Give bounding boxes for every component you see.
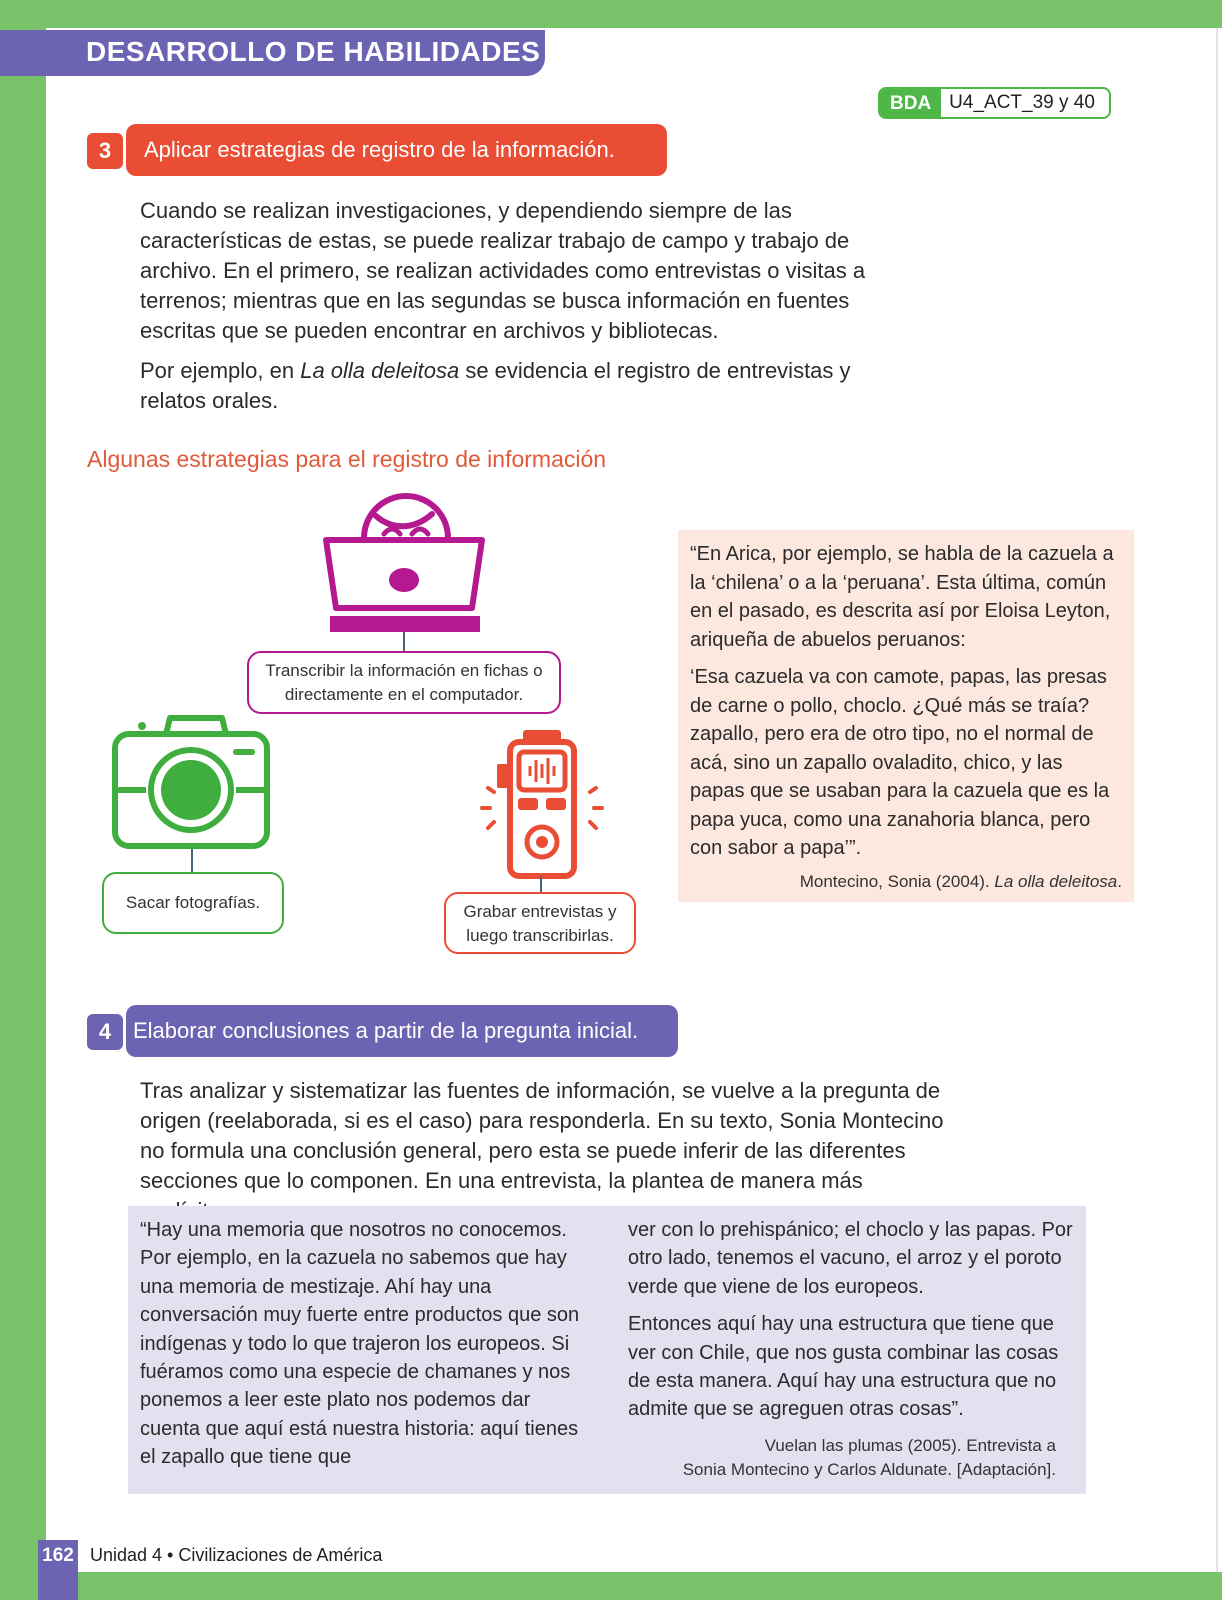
laptop-caption: Transcribir la información en fichas o directamente en el computador. [247, 651, 561, 714]
bda-label: BDA [880, 89, 941, 117]
quote-cazuela [678, 530, 1134, 902]
quote-cazuela-source: Montecino, Sonia (2004). La olla deleitosa. [799, 872, 1122, 891]
camera-icon [110, 712, 276, 872]
step-4-number: 4 [87, 1014, 123, 1050]
left-border [0, 0, 46, 1600]
bda-link[interactable] [878, 87, 1111, 119]
bda-code: U4_ACT_39 y 40 [949, 92, 1095, 113]
strategies-subheading: Algunas estrategias para el registro de información [87, 446, 607, 472]
step-3-title: Aplicar estrategias de registro de la información. [126, 124, 667, 176]
step-3-paragraph-2: Por ejemplo, en La olla deleitosa se evidencia el registro de entrevistas y relatos orales. [140, 358, 851, 413]
recorder-caption: Grabar entrevistas y luego transcribirlas. [444, 892, 636, 954]
step-3-number: 3 [87, 133, 123, 169]
top-border [0, 0, 1222, 28]
bottom-border [0, 1572, 1222, 1600]
right-edge-line [1216, 28, 1218, 1572]
quote-interview-source: Vuelan las plumas (2005). Entrevista a Sonia Montecino y Carlos Aldunate. [Adaptación]. [682, 1436, 1056, 1479]
step-3-paragraph-1: Cuando se realizan investigaciones, y dependiendo siempre de las características de estas, se puede realizar trabajo de campo y trabajo de archivo. En el primero, se realizan actividades como entrevistas o visitas a terrenos; mientras que en las segundas se busca información en fuentes escritas que se pueden encontrar en archivos y bibliotecas. [140, 198, 866, 343]
camera-caption: Sacar fotografías. [102, 872, 284, 934]
quote-cazuela-paragraph-1: “En Arica, por ejemplo, se habla de la cazuela a la ‘chilena’ o a la ‘peruana’. Esta última, común en el pasado, es descrita así por Eloisa Leyton, ariqueña de abuelos peruanos: [690, 543, 1114, 651]
quote-interview-right-column [628, 1216, 1073, 1424]
section-title: DESARROLLO DE HABILIDADES [86, 36, 541, 67]
footer-unit: Unidad 4 • Civilizaciones de América [90, 1545, 383, 1565]
quote-montecino-interview [128, 1206, 1086, 1494]
quote-interview-right-text-1: ver con lo prehispánico; el choclo y las papas. Por otro lado, tenemos el vacuno, el arroz y el poroto verde que viene de los europeos. [628, 1219, 1073, 1298]
laptop-person-icon [322, 486, 488, 652]
step-4-paragraph: Tras analizar y sistematizar las fuentes de información, se vuelve a la pregunta de origen (reelaborada, si es el caso) para responderla. En su texto, Sonia Montecino no formula una conclusión general, pero esta se puede inferir de las diferentes secciones que lo componen. En una entrevista, la plantea de manera más [140, 1078, 944, 1193]
step-4-title: Elaborar conclusiones a partir de la pregunta inicial. [126, 1005, 678, 1057]
voice-recorder-icon [480, 730, 604, 892]
quote-cazuela-paragraph-2: ‘Esa cazuela va con camote, papas, las presas de carne o pollo, choclo. ¿Qué más se traía? zapallo, pero era de otro tipo, no el normal de acá, sino un zapallo ovaladito, chico, y las papas que se usaban para la cazuela que es la papa yuca, como una zanahoria blanca, pero con sabor a papa’”. [690, 666, 1110, 859]
page-number: 162 [38, 1540, 78, 1600]
quote-interview-left-column [140, 1216, 590, 1472]
quote-interview-right-text-2: Entonces aquí hay una estructura que tiene que ver con Chile, que nos gusta combinar las cosas de esta manera. Aquí hay una estructura que no admite que se agreguen otras cosas”. [628, 1313, 1059, 1421]
section-banner [0, 30, 545, 76]
quote-interview-left-text: “Hay una memoria que nosotros no conocemos. Por ejemplo, en la cazuela no sabemos que hay una memoria de mestizaje. Ahí hay una conversación muy fuerte entre productos que son indígenas y todo lo que trajeron los europeos. Si fuéramos como una especie de chamanes y nos ponemos a leer este plato nos podemos dar cuenta que aquí está nuestra historia: aquí tienes el zapallo que tiene que [140, 1219, 580, 1469]
